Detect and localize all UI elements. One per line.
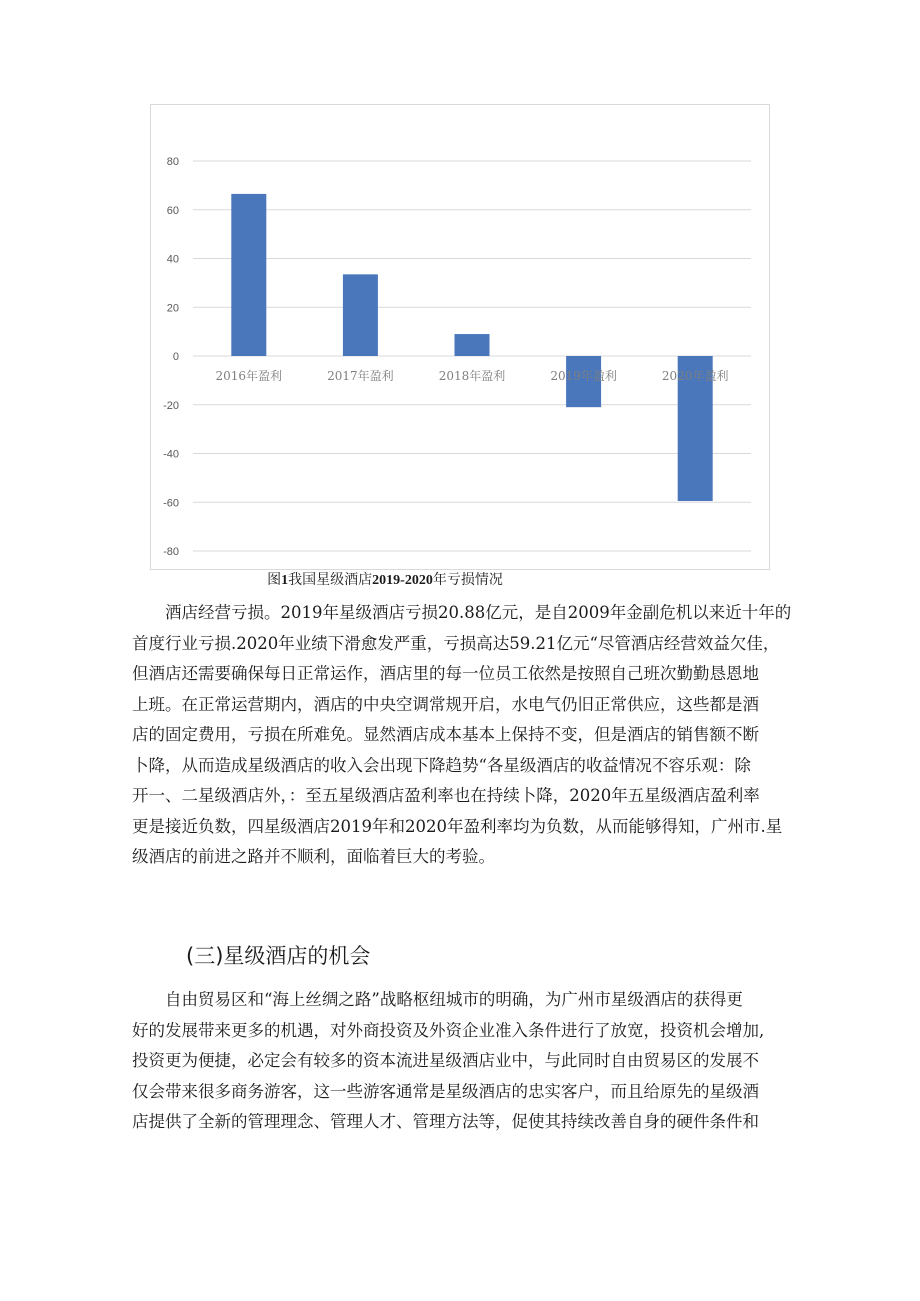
paragraph-line: 但酒店还需要确保每日正常运作，酒店里的每一位员工依然是按照自己班次勤勤恳恩地 xyxy=(132,664,759,683)
caption-prefix: 图 xyxy=(267,572,282,588)
y-tick-label: -80 xyxy=(163,546,179,558)
bar-2017年盈利 xyxy=(343,274,378,356)
x-tick-label: 2016年盈利 xyxy=(215,369,283,383)
paragraph-line: 仅会带来很多商务游客，这一些游客通常是星级酒店的忠实客户，而且给原先的星级酒 xyxy=(132,1081,759,1101)
x-tick-label: 2019年盈利 xyxy=(550,369,617,383)
paragraph-line: 投资更为便捷，必定会有较多的资本流进星级酒店业中，与此同时自由贸易区的发展不 xyxy=(132,1051,759,1070)
x-tick-label: 2020年盈利 xyxy=(661,369,729,383)
figure-caption xyxy=(0,569,920,589)
y-tick-label: -40 xyxy=(163,448,179,461)
paragraph-line: 更是接近负数，四星级酒店2019年和2020年盈利率均为负数，从而能够得知，广州市.星 xyxy=(132,816,783,836)
chart-container xyxy=(150,104,770,570)
paragraph-line: 卜降，从而造成星级酒店的收入会出现下降趋势“各星级酒店的收益情况不容乐观：除 xyxy=(132,755,751,775)
y-tick-label: -60 xyxy=(163,497,179,510)
section-heading: (三)星级酒店的机会 xyxy=(186,944,371,968)
bar-2016年盈利 xyxy=(231,194,266,356)
profit-bar-chart xyxy=(151,105,771,571)
caption-number: 1 xyxy=(281,573,289,588)
paragraph-line: 级酒店的前进之路并不顺利，面临着巨大的考验。 xyxy=(132,847,495,866)
paragraph-line: 开一、二星级酒店外，：至五星级酒店盈利率也在持续卜降，2020年五星级酒店盈利率 xyxy=(132,786,760,805)
caption-suffix: 年亏损情况 xyxy=(432,572,503,588)
bar-2018年盈利 xyxy=(455,334,490,356)
paragraph-line: 好的发展带来更多的机遇，对外商投资及外资企业准入条件进行了放宽，投资机会增加, xyxy=(132,1020,765,1040)
y-tick-label: 60 xyxy=(166,204,179,217)
paragraph-line: 自由贸易区和“海上丝绸之路”战略枢纽城市的明确，为广州市星级酒店的获得更 xyxy=(165,990,743,1009)
caption-mid: 我国星级酒店 xyxy=(288,572,373,588)
paragraph-line: 首度行业亏损.2020年业绩下滑愈发严重，亏损高达59.21亿元“尽管酒店经营效益欠佳， xyxy=(132,633,780,653)
paragraph-line: 店的固定费用，亏损在所难免。显然酒店成本基本上保持不变，但是酒店的销售额不断 xyxy=(132,725,759,744)
x-tick-label: 2017年盈利 xyxy=(327,369,394,383)
caption-years: 2019-2020 xyxy=(372,573,433,588)
y-tick-label: -20 xyxy=(163,399,179,412)
y-tick-label: 40 xyxy=(166,253,179,266)
y-tick-label: 0 xyxy=(172,351,179,363)
paragraph-line: 上班。在正常运营期内，酒店的中央空调常规开启，水电气仍旧正常供应，这些都是酒 xyxy=(132,694,759,714)
y-tick-label: 20 xyxy=(166,302,179,315)
paragraph-hotel-losses xyxy=(132,598,792,873)
paragraph-line: 酒店经营亏损。2019年星级酒店亏损20.88亿元，是自2009年金副危机以来近十年的 xyxy=(165,603,792,622)
x-tick-label: 2018年盈利 xyxy=(438,369,506,383)
paragraph-opportunities xyxy=(132,985,780,1138)
y-tick-label: 80 xyxy=(166,156,179,168)
paragraph-line: 店提供了全新的管理理念、管理人才、管理方法等，促使其持续改善自身的硬件条件和 xyxy=(132,1112,759,1131)
